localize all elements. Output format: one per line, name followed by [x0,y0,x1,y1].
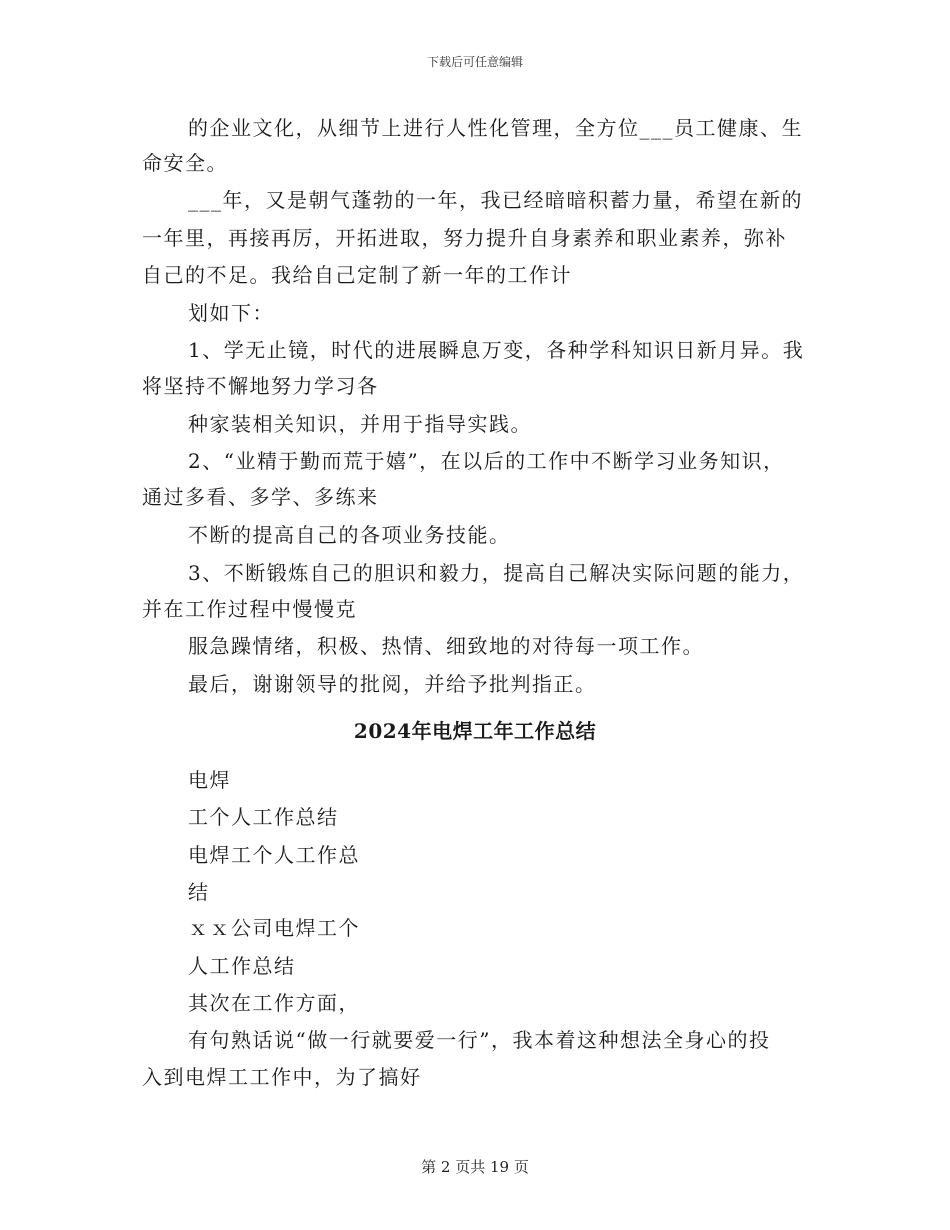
text-line: 种家装相关知识，并用于指导实践。 [188,412,532,436]
text-line: 服急躁情绪，积极、热情、细致地的对待每一项工作。 [188,634,704,658]
text-line: 命安全。 [142,151,228,175]
page-footer: 第 2 页共 19 页 [421,1158,529,1176]
text-line: 并在工作过程中慢慢克 [142,597,357,621]
text-line: 1、学无止镜，时代的进展瞬息万变，各种学科知识日新月异。我 [188,338,805,362]
section-title: 2024年电焊工年工作总结 [353,719,597,743]
text-line: 入到电焊工工作中，为了搞好 [142,1065,422,1089]
text-line: 的企业文化，从细节上进行人性化管理，全方位___员工健康、生 [188,116,803,140]
text-line: 将坚持不懈地努力学习各 [142,374,379,398]
text-line: ｘｘ公司电焊工个 [188,916,360,940]
text-line: 人工作总结 [188,954,296,978]
text-line: 不断的提高自己的各项业务技能。 [188,523,511,547]
text-line: ___年，又是朝气蓬勃的一年，我已经暗暗积蓄力量，希望在新的 [188,188,803,212]
text-line: 最后，谢谢领导的批阅，并给予批判指正。 [188,672,597,696]
text-line: 自己的不足。我给自己定制了新一年的工作计 [142,263,572,287]
text-line: 电焊 [188,768,231,792]
text-line: 结 [188,880,210,904]
text-line: 3、不断锻炼自己的胆识和毅力，提高自己解决实际问题的能力， [188,561,805,585]
page-header: 下载后可任意编辑 [426,55,523,69]
text-line: 电焊工个人工作总 [188,843,360,867]
text-line: 工个人工作总结 [188,805,339,829]
text-line: 2、“业精于勤而荒于嬉”，在以后的工作中不断学习业务知识， [188,449,785,473]
text-line: 通过多看、多学、多练来 [142,485,379,509]
text-line: 其次在工作方面， [188,991,360,1015]
text-line: 一年里，再接再厉，开拓进取，努力提升自身素养和职业素养，弥补 [142,226,787,250]
text-line: 划如下： [188,301,274,325]
text-line: 有句熟话说“做一行就要爱一行”，我本着这种想法全身心的投 [188,1028,771,1052]
